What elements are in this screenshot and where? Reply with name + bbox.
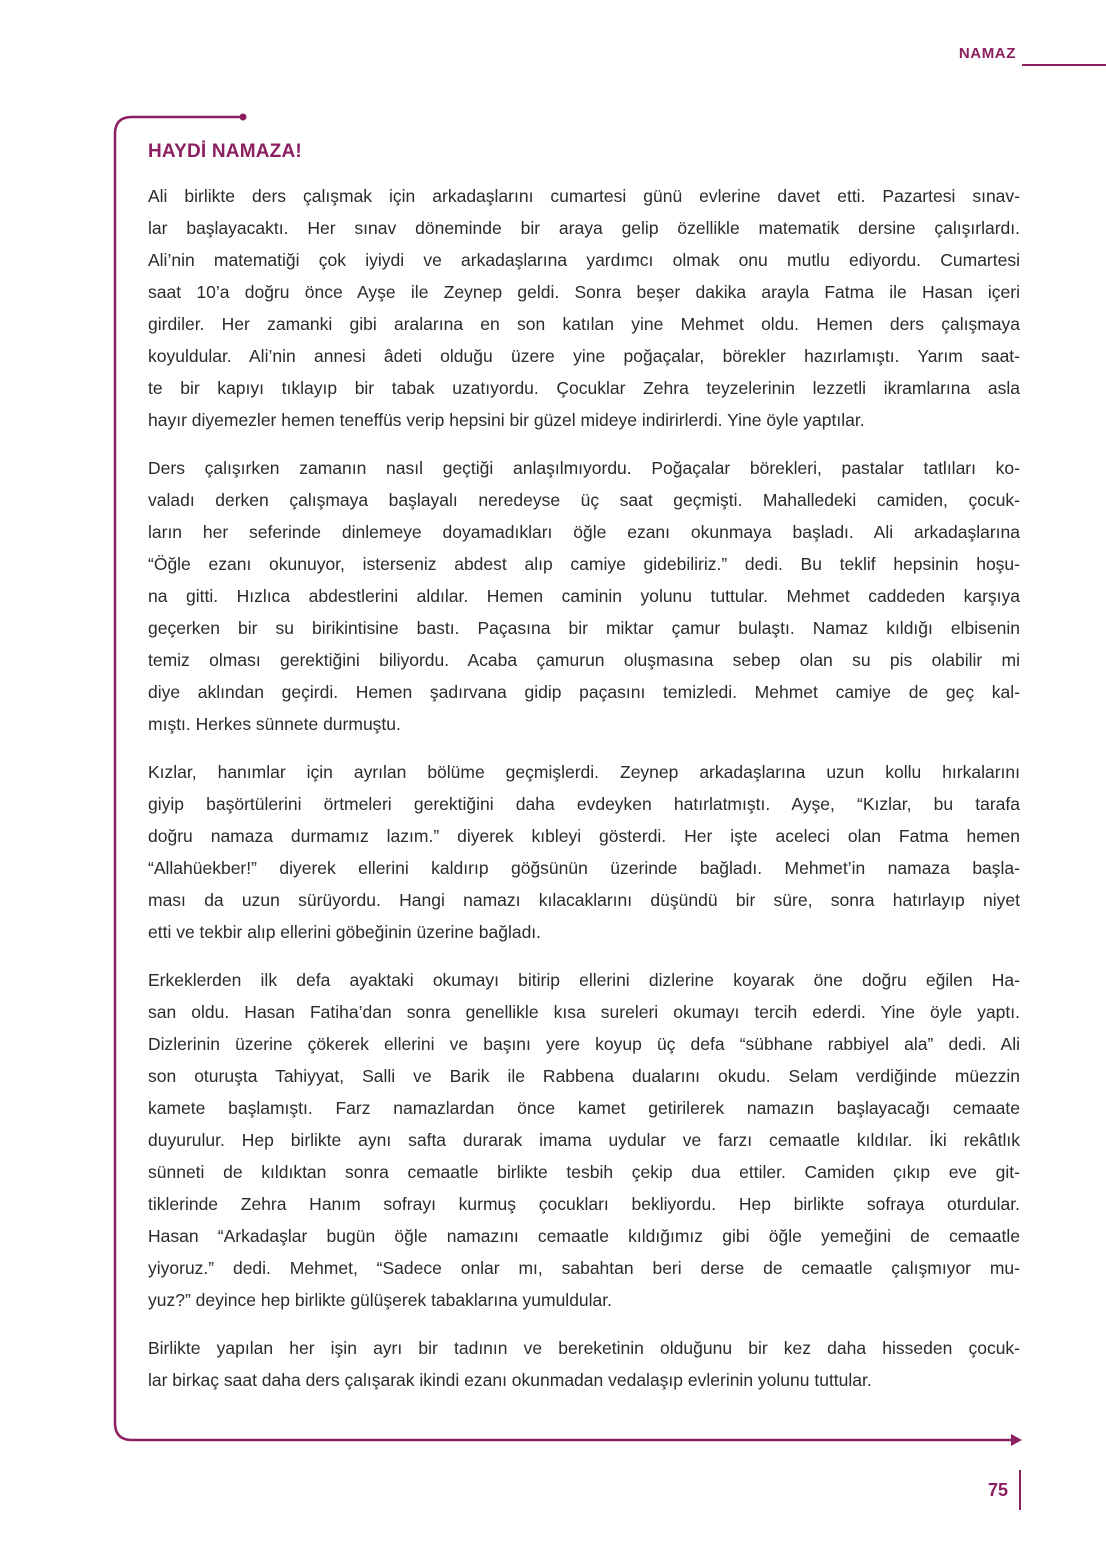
story-paragraph: [148, 964, 1020, 1316]
paragraph-line: Hasan “Arkadaşlar bugün öğle namazını cemaatle kıldığımız gibi öğle yemeğini de cemaatle: [148, 1226, 1020, 1246]
story-paragraph: [148, 756, 1020, 948]
paragraph-line: Erkeklerden ilk defa ayaktaki okumayı bitirip ellerini dizlerine koyarak öne doğru eğilen Ha-: [148, 970, 1020, 990]
paragraph-line: diye aklından geçirdi. Hemen şadırvana gidip paçasını temizledi. Mehmet camiye de geç kal-: [148, 682, 1020, 702]
paragraph-line: Birlikte yapılan her işin ayrı bir tadının ve bereketinin olduğunu bir kez daha hisseden çocuk-: [148, 1338, 1020, 1358]
page-number: 75: [987, 1480, 1008, 1500]
paragraph-line: saat 10’a doğru önce Ayşe ile Zeynep geldi. Sonra beşer dakika arayla Fatma ile Hasan içeri: [148, 282, 1020, 302]
paragraph-line: san oldu. Hasan Fatiha’dan sonra genellikle kısa sureleri okumayı tercih ederdi. Yine öyle yaptı.: [148, 1002, 1020, 1022]
paragraph-line: Ders çalışırken zamanın nasıl geçtiği anlaşılmıyordu. Poğaçalar börekleri, pastalar tatlıları ko-: [148, 458, 1020, 478]
paragraph-line: duyurulur. Hep birlikte aynı safta durarak imama uydular ve farzı cemaatle kıldılar. İki rekâtlık: [148, 1130, 1020, 1150]
paragraph-line: “Allahüekber!” diyerek ellerini kaldırıp göğsünün üzerinde bağladı. Mehmet’in namaza başla-: [148, 858, 1020, 878]
frame-arrow-icon: [1011, 1434, 1022, 1446]
paragraph-line: Ali’nin matematiği çok iyiydi ve arkadaşlarına yardımcı olmak onu mutlu ediyordu. Cumartesi: [148, 250, 1020, 270]
paragraph-line: kamete başlamıştı. Farz namazlardan önce kamet getirilerek namazın başlayacağı cemaate: [148, 1098, 1020, 1118]
paragraph-line: lar birkaç saat daha ders çalışarak ikindi ezanı okunmadan vedalaşıp evlerinin yolunu tuttular.: [148, 1370, 872, 1390]
paragraph-line: na gitti. Hızlıca abdestlerini aldılar. Hemen caminin yolunu tuttular. Mehmet caddeden karşıya: [148, 586, 1020, 606]
paragraph-line: doğru namaza durmamız lazım.” diyerek kıbleyi gösterdi. Her işte aceleci olan Fatma hemen: [148, 826, 1020, 846]
paragraph-line: lar başlayacaktı. Her sınav döneminde bir araya gelip özellikle matematik dersine çalışırlardı.: [148, 218, 1020, 238]
paragraph-line: Kızlar, hanımlar için ayrılan bölüme geçmişlerdi. Zeynep arkadaşlarına uzun kollu hırkalarını: [148, 762, 1020, 782]
paragraph-line: hayır diyemezler hemen teneffüs verip hepsini bir güzel mideye indirirlerdi. Yine öyle yaptılar.: [148, 410, 865, 430]
paragraph-line: “Öğle ezanı okunuyor, isterseniz abdest alıp camiye gidebiliriz.” dedi. Bu teklif hepsinin hoşu-: [148, 554, 1020, 574]
frame-start-dot: [240, 114, 247, 121]
paragraph-line: girdiler. Her zamanki gibi aralarına en son katılan yine Mehmet oldu. Hemen ders çalışmaya: [148, 314, 1020, 334]
paragraph-line: son oturuşta Tahiyyat, Salli ve Barik ile Rabbena dualarını okudu. Selam verdiğinde müezzin: [148, 1066, 1020, 1086]
paragraph-line: ması da uzun sürüyordu. Hangi namazı kılacaklarını düşündü bir süre, sonra hatırlayıp niyet: [148, 890, 1020, 910]
paragraph-line: tiklerinde Zehra Hanım sofrayı kurmuş çocukları bekliyordu. Hep birlikte sofraya oturdular.: [148, 1194, 1020, 1214]
paragraph-line: valadı derken çalışmaya başlayalı neredeyse üç saat geçmişti. Mahalledeki camiden, çocuk-: [148, 490, 1020, 510]
story-paragraph: [148, 452, 1020, 740]
story-paragraph: [148, 1332, 1020, 1396]
page-number-divider: [1019, 1470, 1021, 1510]
section-label: NAMAZ: [958, 45, 1016, 62]
section-rule: [1022, 64, 1106, 66]
paragraph-line: koyuldular. Ali’nin annesi âdeti olduğu üzere yine poğaçalar, börekler hazırlamıştı. Yarım saat-: [148, 346, 1020, 366]
paragraph-line: te bir kapıyı tıklayıp bir tabak uzatıyordu. Çocuklar Zehra teyzelerinin lezzetli ikramlarına asla: [148, 378, 1020, 398]
paragraph-line: etti ve tekbir alıp ellerini göbeğinin üzerine bağladı.: [148, 922, 542, 942]
paragraph-line: geçerken bir su birikintisine bastı. Paçasına bir miktar çamur bulaştı. Namaz kıldığı elbisenin: [148, 618, 1020, 638]
paragraph-line: yuz?” deyince hep birlikte gülüşerek tabaklarına yumuldular.: [148, 1290, 613, 1310]
paragraph-line: mıştı. Herkes sünnete durmuştu.: [148, 714, 401, 734]
story-paragraph: [148, 180, 1020, 436]
paragraph-line: Ali birlikte ders çalışmak için arkadaşlarını cumartesi günü evlerine davet etti. Pazartesi sınav-: [148, 186, 1020, 206]
paragraph-line: giyip başörtülerini örtmeleri gerektiğini daha evdeyken hatırlatmıştı. Ayşe, “Kızlar, bu tarafa: [148, 794, 1020, 814]
paragraph-line: yiyoruz.” dedi. Mehmet, “Sadece onlar mı, sabahtan beri derse de cemaatle çalışmıyor mu-: [148, 1258, 1020, 1278]
story-title: HAYDİ NAMAZA!: [148, 141, 302, 162]
paragraph-line: temiz olması gerektiğini biliyordu. Acaba çamurun oluşmasına sebep olan su pis olabilir mi: [148, 650, 1020, 670]
paragraph-line: ların her seferinde dinlemeye doyamadıkları öğle ezanı okunmaya başladı. Ali arkadaşlarına: [148, 522, 1020, 542]
paragraph-line: sünneti de kıldıktan sonra cemaatle birlikte tesbih çekip dua ettiler. Camiden çıkıp eve git-: [148, 1162, 1020, 1182]
paragraph-line: Dizlerinin üzerine çökerek ellerini ve başını yere koyup üç defa “sübhane rabbiyel ala” dedi. Ali: [148, 1034, 1020, 1054]
story-body: [148, 180, 1020, 1412]
